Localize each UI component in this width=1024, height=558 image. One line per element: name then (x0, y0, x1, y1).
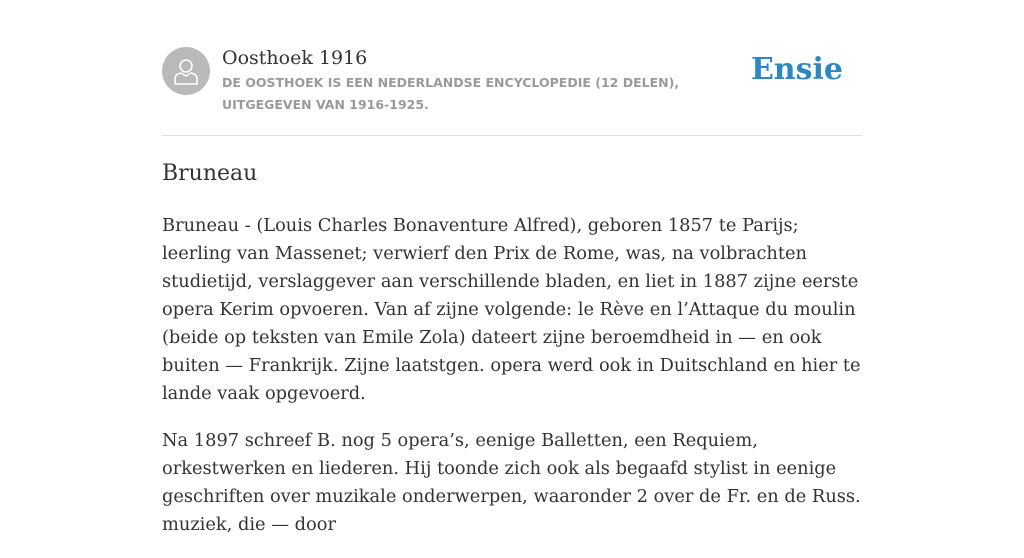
source-header (162, 0, 862, 136)
source-avatar[interactable] (162, 47, 210, 95)
article-paragraph: Na 1897 schreef B. nog 5 opera’s, eenige Balletten, een Requiem, orkestwerken en liederen. Hij toonde zich ook als begaafd stylist in eenige geschriften over muzikale onderwerpen, waaronder 2 over de Fr. en de Russ. muziek, die — door (162, 430, 861, 535)
article-title: Bruneau (162, 161, 258, 186)
article-paragraph: Bruneau - (Louis Charles Bonaventure Alfred), geboren 1857 te Parijs; leerling van Massenet; verwierf den Prix de Rome, was, na volbrachten studietijd, verslaggever aan verschillende bladen, en liet in 1887 zijne eerste opera Kerim opvoeren. Van af zijne volgende: le Rève en l’Attaque du moulin (beide op teksten van Emile Zola) dateert zijne beroemdheid in — en ook buiten — Frankrijk. Zijne laatstgen. opera werd ook in Duitschland en hier te lande vaak opgevoerd. (162, 215, 861, 404)
article-body (162, 212, 862, 558)
source-title[interactable]: Oosthoek 1916 (222, 47, 368, 69)
user-icon (173, 57, 199, 85)
content-container (162, 0, 862, 535)
source-description: DE OOSTHOEK IS EEN NEDERLANDSE ENCYCLOPEDIE (12 DELEN), UITGEGEVEN VAN 1916-1925. (222, 75, 680, 112)
ensie-logo[interactable]: Ensie (750, 52, 843, 87)
